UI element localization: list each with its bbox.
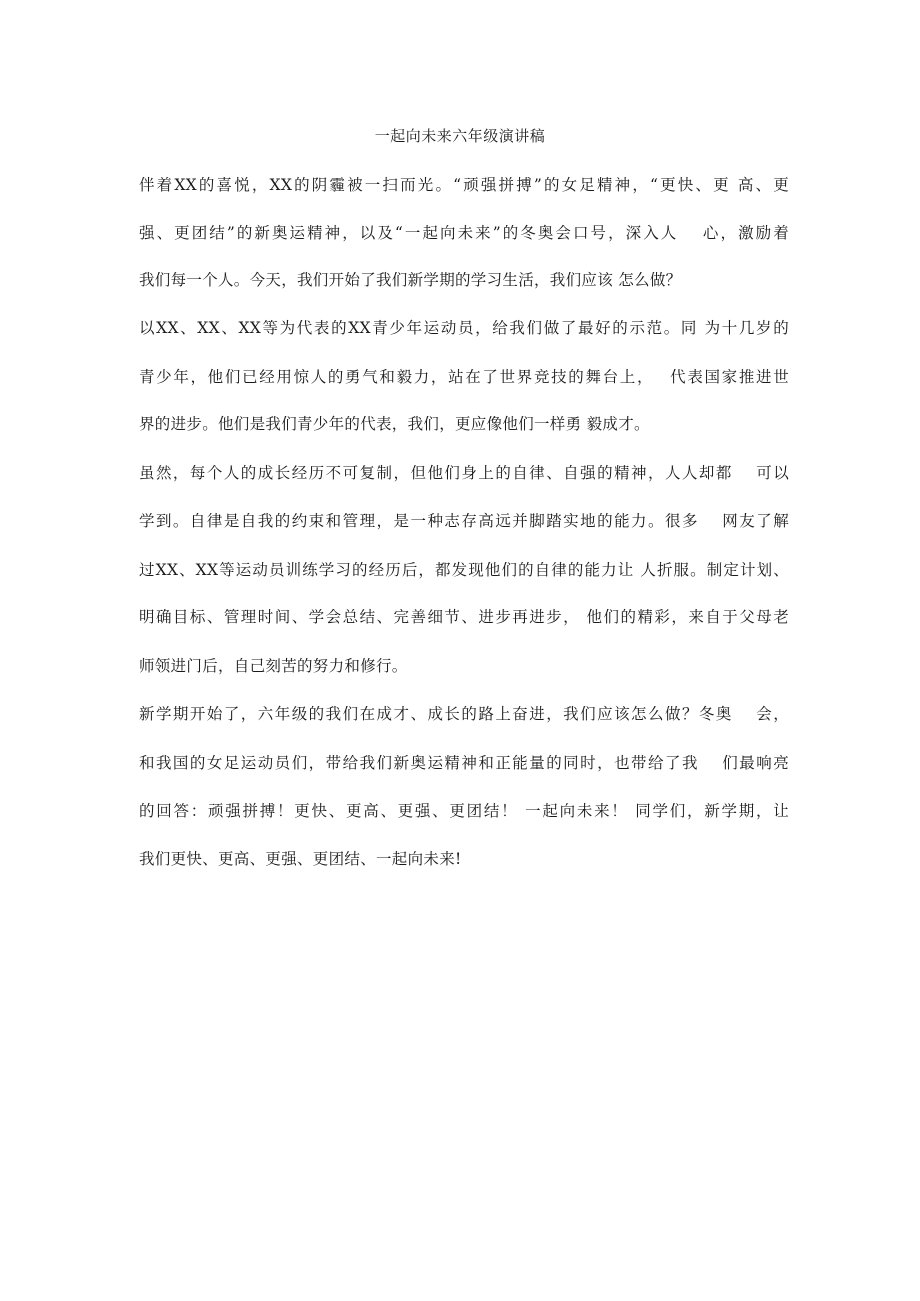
body-line: 青少年，他们已经用惊人的勇气和毅力，站在了世界竞技的舞台上， 代表国家推进世 [139, 368, 789, 386]
body-line: 我们更快、更高、更强、更团结、一起向未来! [139, 850, 462, 868]
document-title: 一起向未来六年级演讲稿 [374, 127, 546, 145]
body-line: 的回答：顽强拼搏！更快、更高、更强、更团结！ 一起向未来！ 同学们，新学期，让 [139, 802, 789, 820]
body-line: 界的进步。他们是我们青少年的代表，我们，更应像他们一样勇 毅成才。 [139, 415, 650, 433]
body-line: 新学期开始了，六年级的我们在成才、成长的路上奋进，我们应该怎么做？冬奥 会， [139, 705, 789, 723]
body-line: 过XX、XX等运动员训练学习的经历后，都发现他们的自律的能力让 人折服。制定计划、 [139, 561, 789, 579]
body-line: 和我国的女足运动员们，带给我们新奥运精神和正能量的同时，也带给了我 们最响亮 [139, 754, 789, 772]
body-line: 以XX、XX、XX等为代表的XX青少年运动员，给我们做了最好的示范。同 为十几岁的 [139, 319, 789, 337]
body-line: 伴着XX的喜悦，XX的阴霾被一扫而光。“顽强拼搏”的女足精神，“更快、更 高、更 [139, 176, 789, 194]
body-line: 明确目标、管理时间、学会总结、完善细节、进步再进步， 他们的精彩，来自于父母老 [139, 608, 789, 626]
body-line: 强、更团结”的新奥运精神，以及“一起向未来”的冬奥会口号，深入人 心，激励着 [139, 224, 789, 242]
body-line: 师领进门后，自己刻苦的努力和修行。 [139, 657, 408, 675]
body-line: 学到。自律是自我的约束和管理，是一种志存高远并脚踏实地的能力。很多 网友了解 [139, 512, 789, 530]
body-line: 虽然，每个人的成长经历不可复制，但他们身上的自律、自强的精神，人人却都 可以 [139, 464, 789, 482]
body-line: 我们每一个人。今天，我们开始了我们新学期的学习生活，我们应该 怎么做？ [139, 271, 682, 289]
